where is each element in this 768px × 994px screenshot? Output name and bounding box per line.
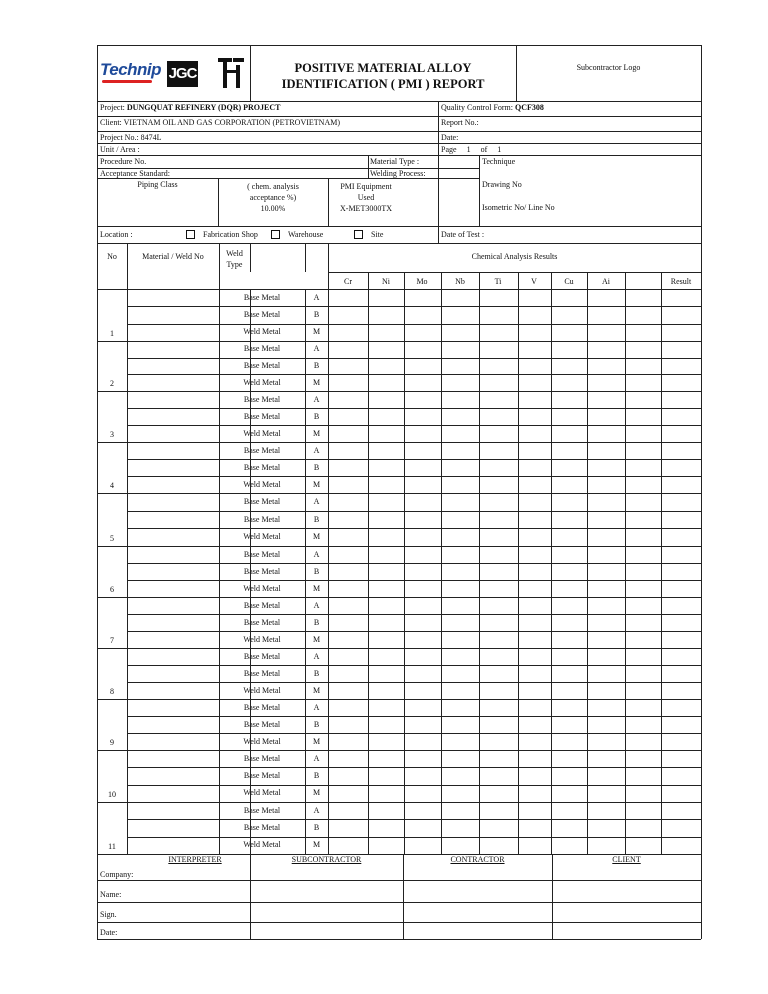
report-title	[250, 60, 516, 92]
metal-code-cell: M	[312, 327, 321, 336]
pmi-equipment-line-1: PMI Equipment	[340, 182, 392, 191]
metal-type-cell: Base Metal	[243, 669, 281, 678]
client-label: Client:	[100, 118, 122, 127]
metal-type-cell: Base Metal	[243, 720, 281, 729]
metal-code-cell: M	[312, 480, 321, 489]
fabrication-shop-checkbox[interactable]	[186, 230, 195, 239]
page-total: 1	[497, 145, 502, 154]
warehouse-label: Warehouse	[288, 230, 324, 239]
company-label: Company:	[100, 870, 134, 879]
metal-type-cell: Base Metal	[243, 823, 281, 832]
metal-code-cell: A	[313, 344, 320, 353]
project-label: Project:	[100, 103, 125, 112]
chem-analysis-block	[218, 181, 328, 214]
metal-type-cell: Base Metal	[243, 754, 281, 763]
page-label: Page	[441, 145, 457, 154]
metal-type-cell: Base Metal	[243, 463, 281, 472]
row-number: 7	[110, 636, 114, 645]
material-type-label: Material Type :	[370, 157, 420, 166]
metal-code-cell: B	[313, 771, 320, 780]
project-no-value: 8474L	[140, 133, 162, 142]
metal-type-cell: Base Metal	[243, 601, 281, 610]
metal-code-cell: M	[312, 737, 321, 746]
metal-code-cell: A	[313, 446, 320, 455]
client-value: VIETNAM OIL AND GAS CORPORATION (PETROVIETNAM)	[123, 118, 341, 127]
metal-type-cell: Weld Metal	[243, 686, 281, 695]
page-indicator	[441, 146, 501, 154]
metal-type-cell: Weld Metal	[243, 635, 281, 644]
element-header: Nb	[455, 277, 465, 286]
location-label: Location :	[100, 230, 133, 239]
client-header: CLIENT	[612, 855, 641, 864]
metal-code-cell: B	[313, 720, 320, 729]
col-material-header: Material / Weld No	[142, 252, 204, 261]
row-number: 11	[108, 842, 116, 851]
site-checkbox[interactable]	[354, 230, 363, 239]
metal-code-cell: B	[313, 463, 320, 472]
metal-type-cell: Weld Metal	[243, 378, 281, 387]
metal-code-cell: A	[313, 806, 320, 815]
element-header: Ti	[494, 277, 502, 286]
metal-code-cell: M	[312, 635, 321, 644]
chem-analysis-value: 10.00%	[260, 204, 286, 213]
title-line-1: POSITIVE MATERIAL ALLOY	[294, 61, 472, 75]
metal-code-cell: M	[312, 686, 321, 695]
row-number: 2	[110, 379, 114, 388]
metal-type-cell: Base Metal	[243, 446, 281, 455]
jgc-logo: JGC	[167, 61, 198, 87]
metal-code-cell: B	[313, 361, 320, 370]
metal-type-cell: Base Metal	[243, 497, 281, 506]
acceptance-standard-label: Acceptance Standard:	[100, 169, 170, 178]
metal-type-cell: Base Metal	[243, 361, 281, 370]
metal-type-cell: Base Metal	[243, 618, 281, 627]
metal-type-cell: Weld Metal	[243, 788, 281, 797]
result-header: Result	[670, 277, 692, 286]
row-number: 3	[110, 430, 114, 439]
metal-type-cell: Base Metal	[243, 344, 281, 353]
metal-code-cell: A	[313, 652, 320, 661]
isometric-label: Isometric No/ Line No	[482, 203, 555, 212]
subcontractor-header: SUBCONTRACTOR	[291, 855, 362, 864]
metal-code-cell: A	[313, 754, 320, 763]
metal-code-cell: B	[313, 618, 320, 627]
metal-type-cell: Base Metal	[243, 567, 281, 576]
metal-code-cell: B	[313, 515, 320, 524]
metal-type-cell: Weld Metal	[243, 584, 281, 593]
fabrication-shop-label: Fabrication Shop	[203, 230, 258, 239]
metal-code-cell: B	[313, 669, 320, 678]
metal-type-cell: Base Metal	[243, 806, 281, 815]
metal-type-cell: Base Metal	[243, 310, 281, 319]
metal-type-cell: Base Metal	[243, 395, 281, 404]
subcontractor-logo-placeholder: Subcontractor Logo	[576, 63, 641, 72]
metal-type-cell: Weld Metal	[243, 737, 281, 746]
metal-type-cell: Base Metal	[243, 515, 281, 524]
page-of: of	[480, 145, 488, 154]
contractor-header: CONTRACTOR	[450, 855, 505, 864]
metal-type-cell: Base Metal	[243, 771, 281, 780]
metal-code-cell: M	[312, 378, 321, 387]
title-line-2: IDENTIFICATION ( PMI ) REPORT	[281, 77, 485, 91]
row-number: 9	[110, 738, 114, 747]
page-number: 1	[466, 145, 471, 154]
unit-area-label: Unit / Area :	[100, 145, 140, 154]
element-header: Ni	[382, 277, 390, 286]
metal-type-cell: Base Metal	[243, 703, 281, 712]
interpreter-header: INTERPRETER	[168, 855, 222, 864]
pmi-equipment-line-2: Used	[357, 193, 375, 202]
metal-code-cell: A	[313, 395, 320, 404]
col-weld-type-line-2: Type	[226, 260, 243, 269]
metal-code-cell: B	[313, 567, 320, 576]
metal-code-cell: A	[313, 703, 320, 712]
qc-form-value: QCF308	[515, 103, 544, 112]
drawing-no-label: Drawing No	[482, 180, 522, 189]
metal-code-cell: B	[313, 823, 320, 832]
welding-process-label: Welding Process:	[370, 169, 426, 178]
project-no-label: Project No.:	[100, 133, 139, 142]
project-value: DUNGQUAT REFINERY (DQR) PROJECT	[126, 103, 281, 112]
metal-code-cell: B	[313, 412, 320, 421]
element-header: Mo	[416, 277, 428, 286]
row-number: 10	[108, 790, 116, 799]
sign-label: Sign.	[100, 910, 117, 919]
row-number: 8	[110, 687, 114, 696]
ti-logo	[216, 56, 246, 90]
metal-type-cell: Base Metal	[243, 412, 281, 421]
qc-form-label: Quality Control Form:	[441, 103, 513, 112]
date-of-test-label: Date of Test :	[441, 230, 485, 239]
warehouse-checkbox[interactable]	[271, 230, 280, 239]
metal-type-cell: Base Metal	[243, 652, 281, 661]
metal-code-cell: M	[312, 584, 321, 593]
technip-logo	[100, 60, 162, 86]
col-weld-type-line-1: Weld	[226, 249, 243, 258]
metal-code-cell: A	[313, 497, 320, 506]
row-number: 1	[110, 329, 114, 338]
pmi-equipment-value: X-MET3000TX	[340, 204, 392, 213]
site-label: Site	[371, 230, 384, 239]
col-weld-type-header	[219, 248, 250, 270]
pmi-equipment-block	[328, 181, 404, 214]
procedure-no-label: Procedure No.	[100, 157, 147, 166]
metal-type-cell: Base Metal	[243, 550, 281, 559]
piping-class-label: Piping Class	[137, 180, 178, 189]
technique-label: Technique	[482, 157, 516, 166]
date-sign-label: Date:	[100, 928, 118, 937]
metal-code-cell: A	[313, 601, 320, 610]
row-number: 5	[110, 534, 114, 543]
metal-type-cell: Weld Metal	[243, 327, 281, 336]
element-header: V	[531, 277, 537, 286]
element-header: Cu	[564, 277, 574, 286]
metal-code-cell: M	[312, 429, 321, 438]
col-no-header: No	[107, 252, 117, 261]
metal-code-cell: A	[313, 293, 320, 302]
metal-code-cell: M	[312, 840, 321, 849]
metal-code-cell: M	[312, 532, 321, 541]
row-number: 6	[110, 585, 114, 594]
name-label: Name:	[100, 890, 122, 899]
date-label: Date:	[441, 133, 459, 142]
metal-type-cell: Weld Metal	[243, 532, 281, 541]
metal-type-cell: Weld Metal	[243, 429, 281, 438]
chem-analysis-line-1: ( chem. analysis	[247, 182, 299, 191]
metal-type-cell: Weld Metal	[243, 840, 281, 849]
element-header: Ai	[602, 277, 610, 286]
report-no-label: Report No.:	[441, 118, 479, 127]
technip-logo-text: Technip	[100, 60, 162, 79]
metal-type-cell: Weld Metal	[243, 480, 281, 489]
metal-type-cell: Base Metal	[243, 293, 281, 302]
element-header: Cr	[344, 277, 352, 286]
chem-analysis-line-2: acceptance %)	[249, 193, 297, 202]
row-number: 4	[110, 481, 114, 490]
metal-code-cell: M	[312, 788, 321, 797]
chemical-analysis-header: Chemical Analysis Results	[471, 252, 558, 261]
metal-code-cell: B	[313, 310, 320, 319]
metal-code-cell: A	[313, 550, 320, 559]
